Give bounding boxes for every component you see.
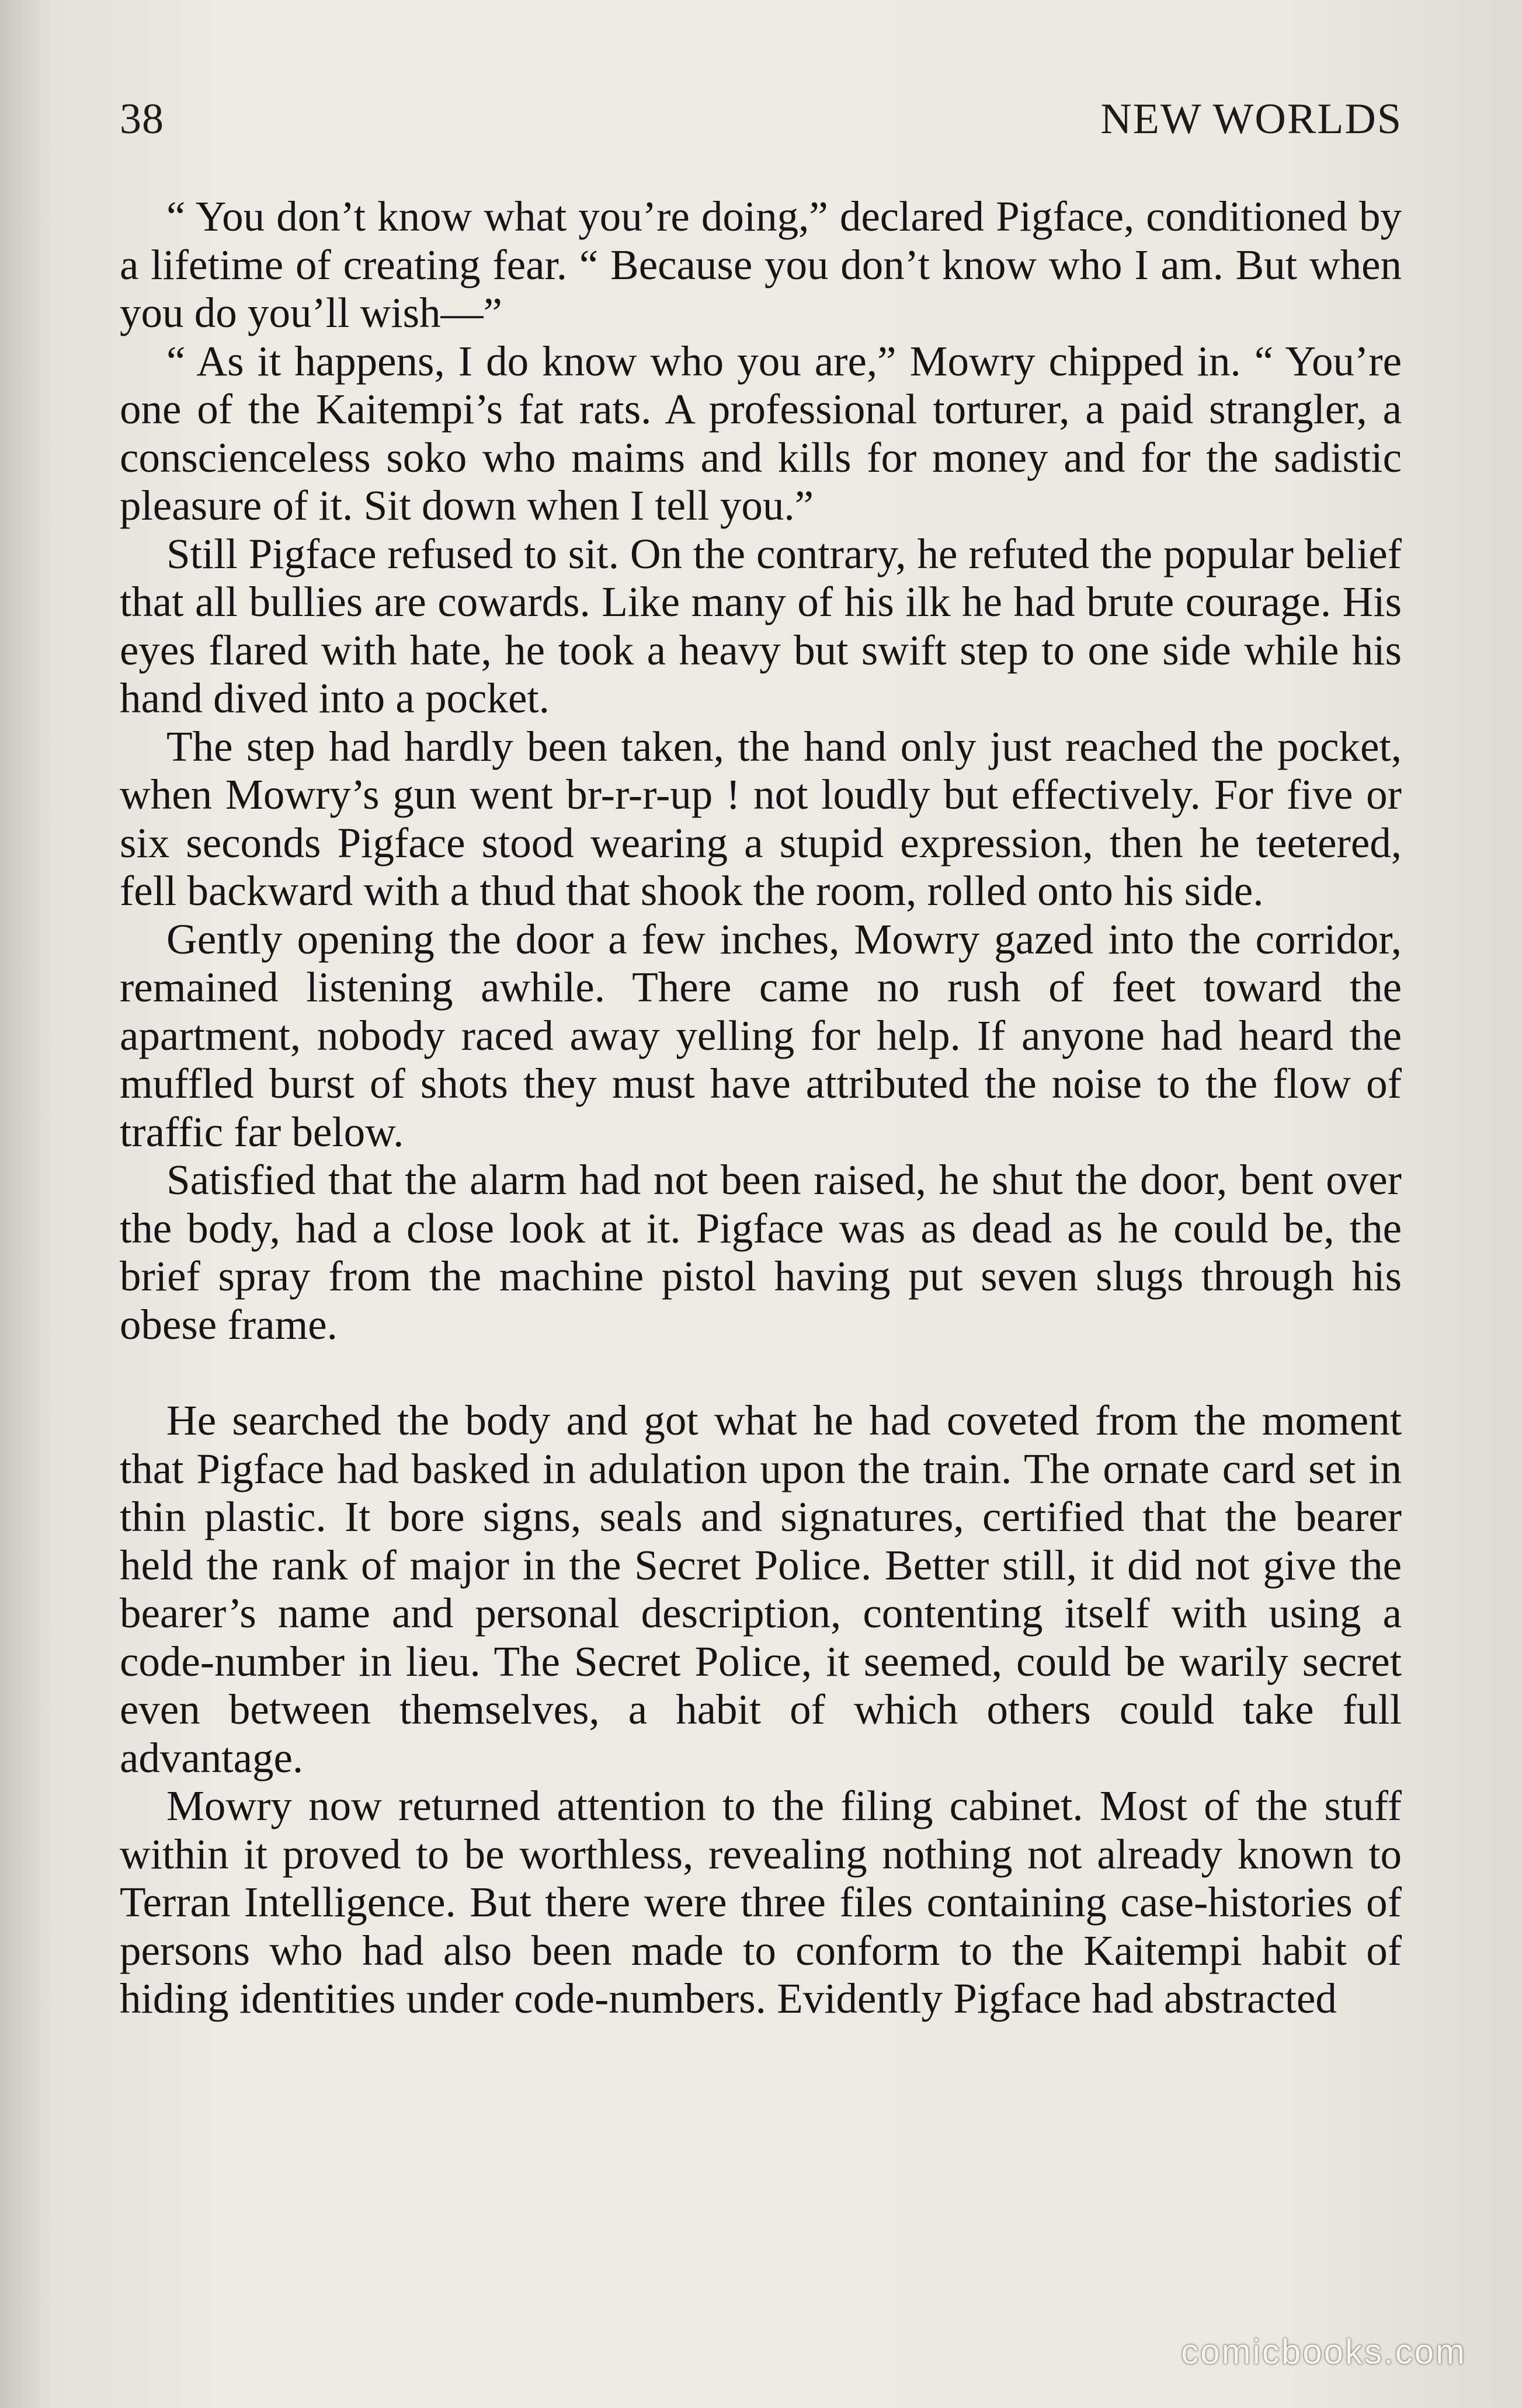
paragraph-1: “ You don’t know what you’re doing,” declared Pigface, conditioned by a lifetime of creating fear. “ Because you don’t know who I am. But when you do you’ll wish—” <box>120 193 1402 336</box>
paragraph-6: Satisfied that the alarm had not been raised, he shut the door, bent over the body, had a close look at it. Pigface was as dead as he could be, the brief spray from the machine pistol having put seven slugs through his obese frame. <box>120 1156 1402 1348</box>
paragraph-2: “ As it happens, I do know who you are,” Mowry chipped in. “ You’re one of the Kaitempi’s fat rats. A professional torturer, a paid strangler, a conscienceless soko who maims and kills for money and for the sadistic pleasure of it. Sit down when I tell you.” <box>120 337 1402 529</box>
paragraph-3: Still Pigface refused to sit. On the contrary, he refuted the popular belief that all bullies are cowards. Like many of his ilk he had brute courage. His eyes flared with hate, he took a heavy but swift step to one side while his hand dived into a pocket. <box>120 530 1402 722</box>
journal-title: NEW WORLDS <box>1100 95 1402 143</box>
paragraph-7: He searched the body and got what he had coveted from the moment that Pigface had basked in adulation upon the train. The ornate card set in thin plastic. It bore signs, seals and signatures, certified that the bearer held the rank of major in the Secret Police. Better still, it did not give the bearer’s name and personal description, contenting itself with using a code-number in lieu. The Secret Police, it seemed, could be warily secret even between themselves, a habit of which others could take full advantage. <box>120 1397 1402 1781</box>
paragraph-5: Gently opening the door a few inches, Mowry gazed into the corridor, remained listening awhile. There came no rush of feet toward the apartment, nobody raced away yelling for help. If anyone had heard the muffled burst of shots they must have attributed the noise to the flow of traffic far below. <box>120 915 1402 1156</box>
page-number: 38 <box>120 95 164 143</box>
running-head <box>120 88 1402 152</box>
paragraph-8: Mowry now returned attention to the filing cabinet. Most of the stuff within it proved to be worthless, revealing nothing not already known to Terran Intelligence. But there were three files containing case-histories of persons who had also been made to conform to the Kaitempi habit of hiding identities under code-numbers. Evidently Pigface had abstracted <box>120 1782 1402 2022</box>
watermark-text: comicbooks.com <box>1181 2332 1467 2371</box>
paragraph-4: The step had hardly been taken, the hand only just reached the pocket, when Mowry’s gun went br-r-r-up ! not loudly but effectively. For five or six seconds Pigface stood wearing a stupid expression, then he teetered, fell backward with a thud that shook the room, rolled onto his side. <box>120 722 1402 914</box>
body-text <box>120 193 1402 2023</box>
section-break <box>120 1349 1402 1397</box>
